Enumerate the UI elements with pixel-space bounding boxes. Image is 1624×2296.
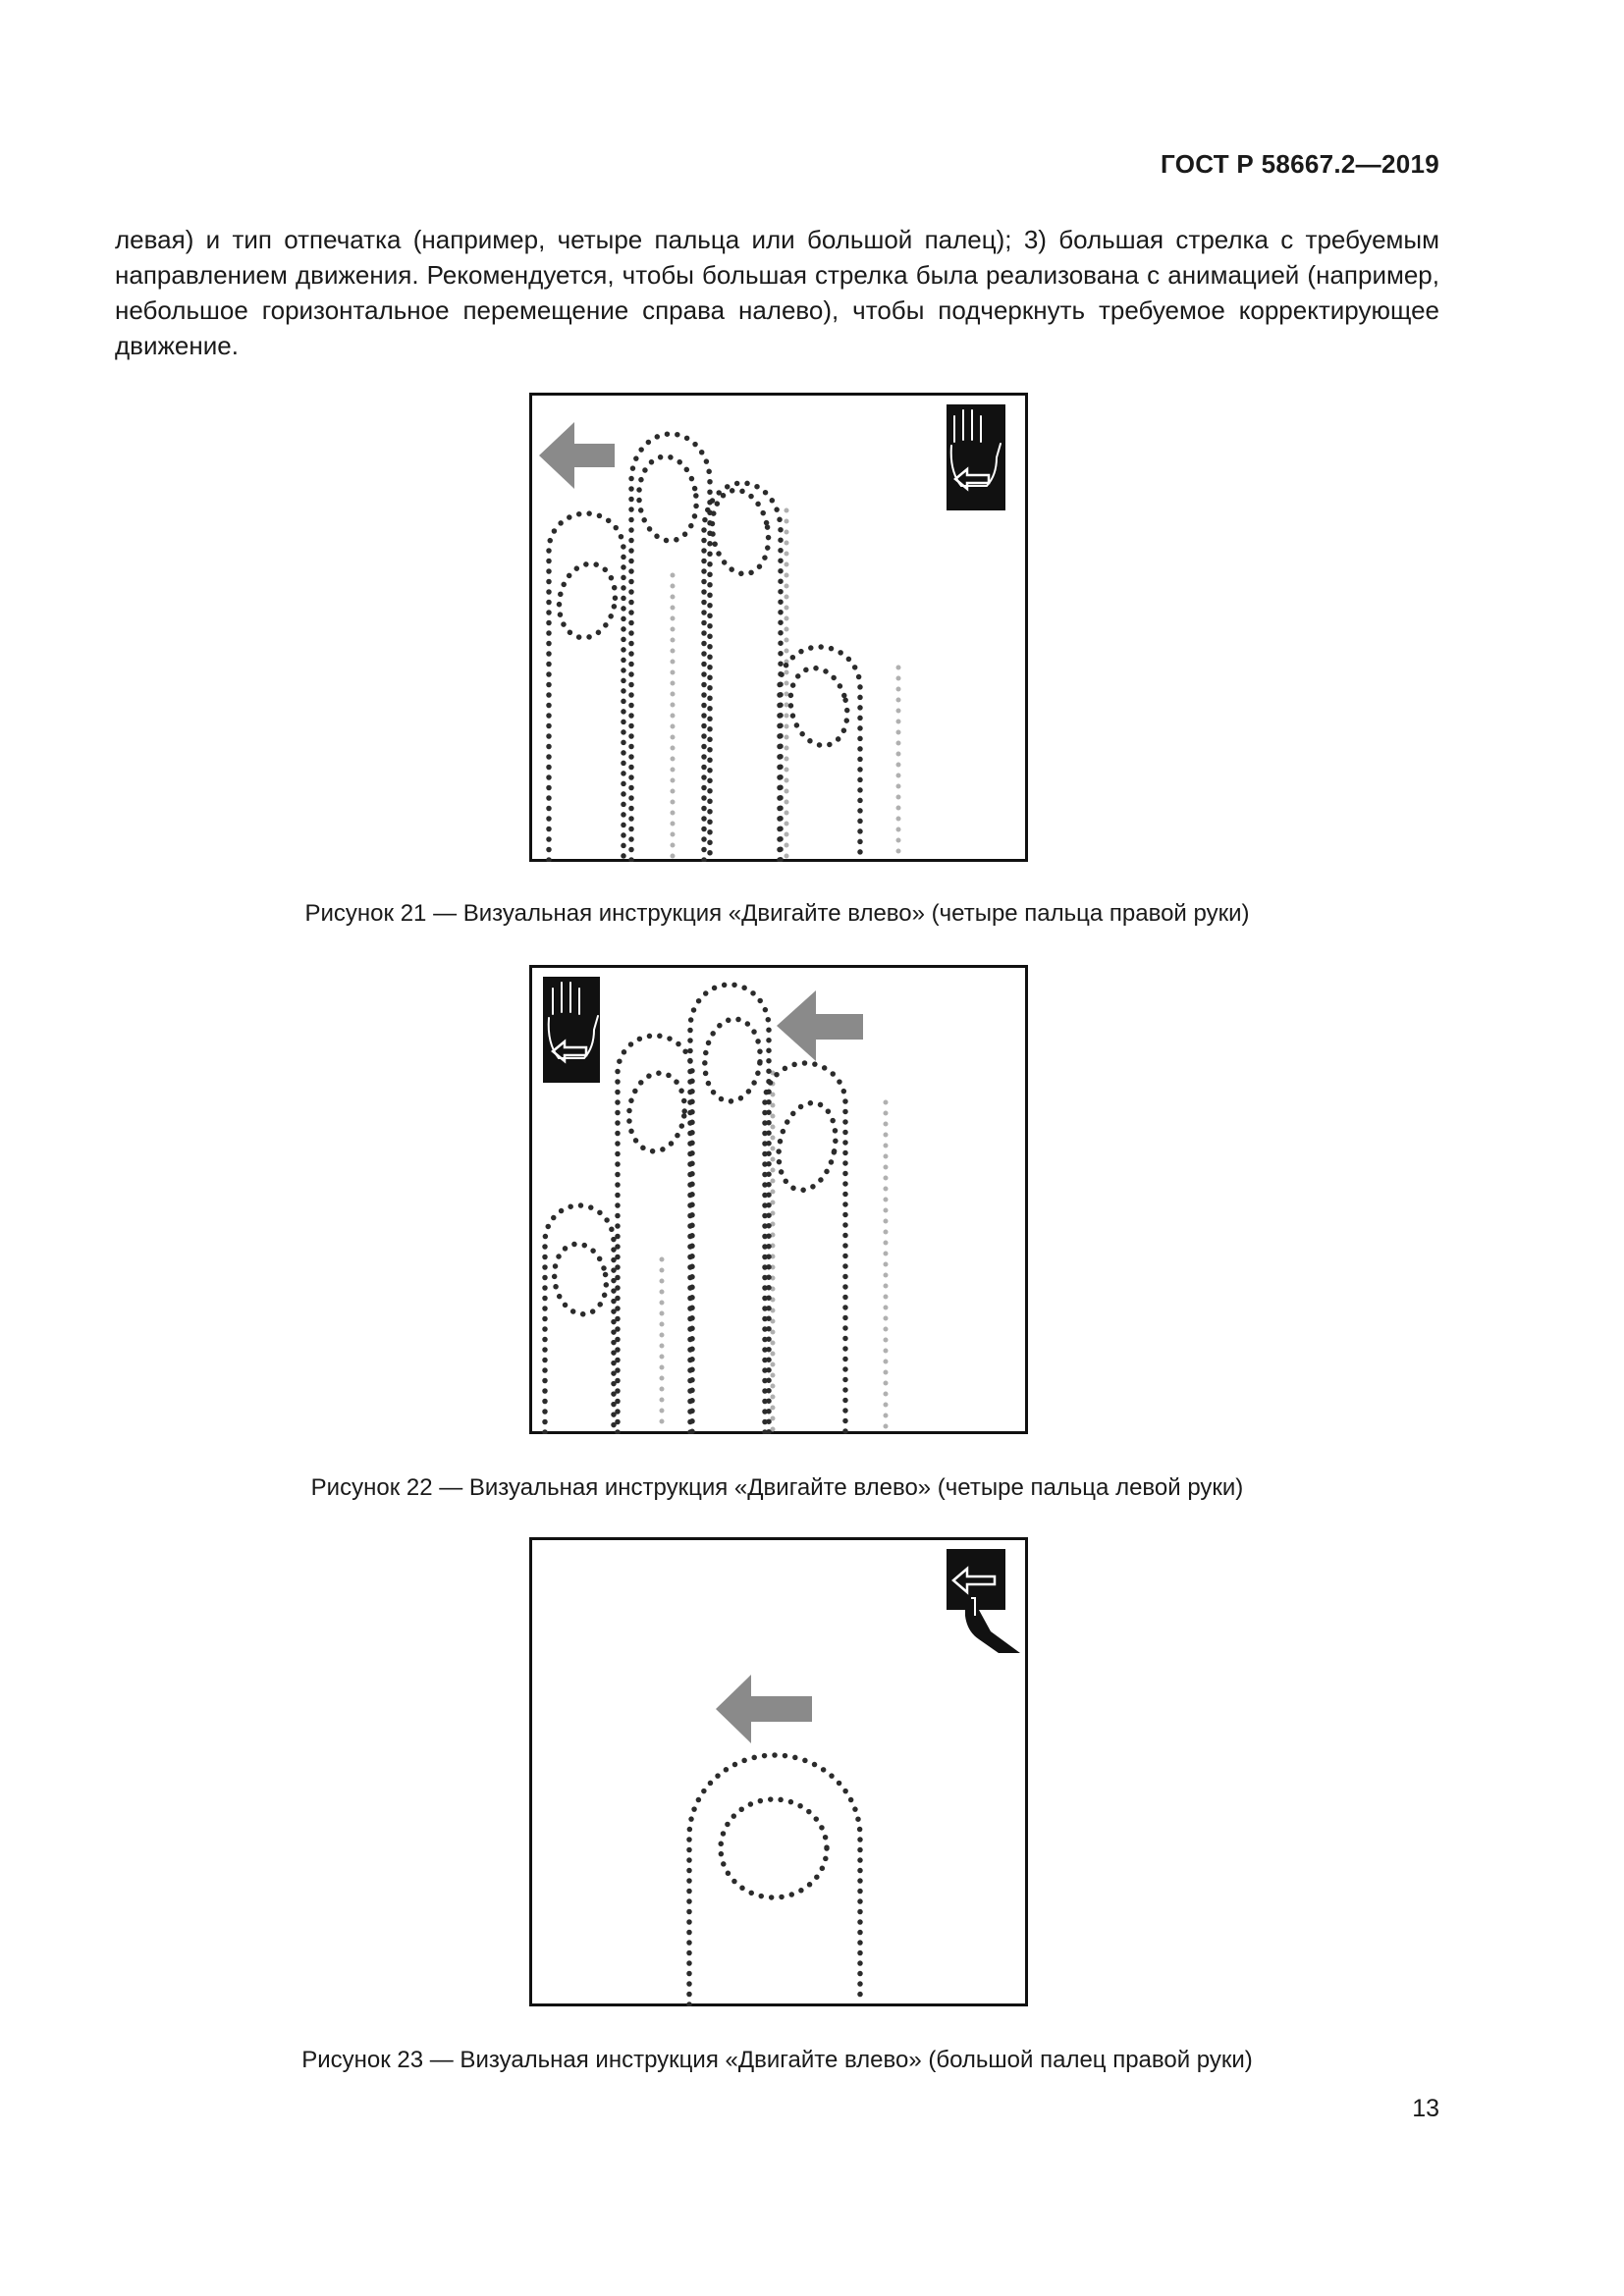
figure-22-caption: Рисунок 22 — Визуальная инструкция «Двигайте влево» (четыре пальца левой руки) [310,1474,1244,1501]
paragraph-text: левая) и тип отпечатка (например, четыре пальца или большой палец); 3) большая стрелка с требуемым направлением движения. Рекомендуется, чтобы большая стрелка была реализована с анимацией (например, небольшое горизонтальное перемещение справа налево), чтобы подчеркнуть требуемое корректирующее движение. [115,225,1439,360]
figure-23-image [529,1537,1028,2006]
left-hand-four-fingers-icon [543,977,600,1083]
page-number: 13 [1412,2095,1439,2122]
body-paragraph [115,222,1439,363]
figure-21 [529,393,1028,862]
figure-frame [531,967,1027,1433]
document-code: ГОСТ Р 58667.2—2019 [1161,149,1439,179]
figure-21-caption: Рисунок 21 — Визуальная инструкция «Двигайте влево» (четыре пальца правой руки) [304,900,1250,927]
figure-22-image [529,965,1028,1434]
right-hand-four-fingers-icon [947,404,1005,510]
figure-23-caption: Рисунок 23 — Визуальная инструкция «Двигайте влево» (большой палец правой руки) [301,2047,1253,2073]
figure-21-image [529,393,1028,862]
figure-22 [529,965,1028,1434]
figure-23 [529,1537,1028,2006]
